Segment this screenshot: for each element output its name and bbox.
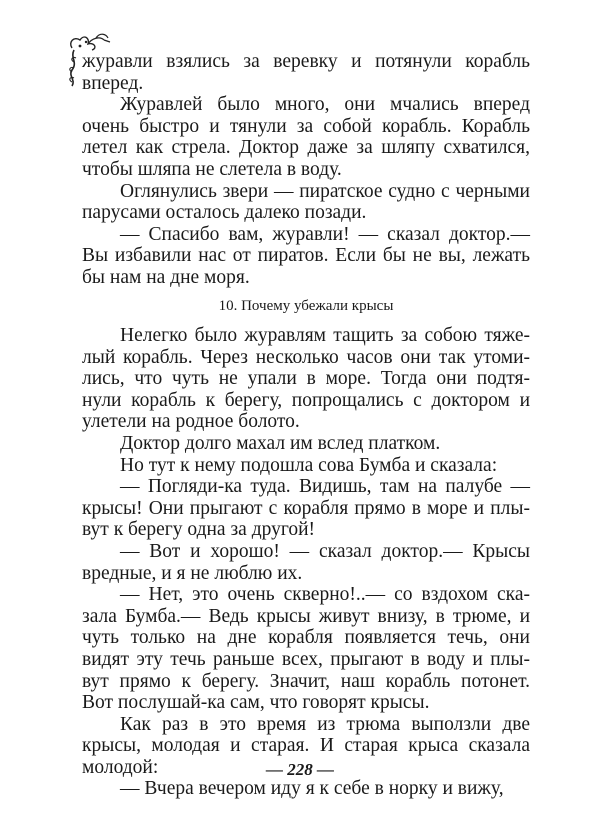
text-line: молодой: [82,756,159,778]
text-line: вут к берегу одна за другой! [82,519,316,541]
paragraph [82,94,530,180]
text-line: видят эту течь раньше всех, прыгают в воду и плы- [82,648,530,670]
text-line: Вы избавили нас от пиратов. Если бы не вы, лежать [82,245,530,267]
chapter-heading: 10. Почему убежали крысы [218,298,394,314]
text-line: крысы! Они прыгают с корабля прямо в море и плы- [82,497,530,519]
text-line: вут прямо к берегу. Значит, наш корабль потонет. [82,670,530,692]
paragraph [82,476,530,541]
text-line: Но тут к нему подошла сова Бумба и сказала: [120,454,498,476]
text-block-bottom [82,325,530,800]
paragraph [82,181,530,224]
text-line: Доктор долго махал им вслед платком. [120,432,441,454]
text-line: очень быстро и тянули за собой корабль. Корабль [82,115,530,137]
text-line: улетели на родное болото. [82,411,300,433]
text-line: Как раз в это время из трюма выползли две [120,713,530,735]
text-line: — Нет, это очень скверно!..— со вздохом ска- [120,584,530,606]
text-line: летел как стрела. Доктор даже за шляпу схватился, [82,137,530,159]
text-line: — Погляди-ка туда. Видишь, там на палубе — [120,476,530,498]
text-line: Журавлей было много, они мчались вперед [120,94,530,116]
text-line: — Спасибо вам, журавли! — сказал доктор.— [120,223,530,245]
paragraph [82,433,530,455]
text-line: чуть только на дне корабля появляется течь, они [82,627,530,649]
text-line: Оглянулись звери — пиратское судно с черными [120,180,530,202]
paragraph [82,778,530,800]
paragraph [82,51,530,94]
text-line: Нелегко было журавлям тащить за собою тяже- [120,325,530,346]
paragraph [82,541,530,584]
text-line: крысы, молодая и старая. И старая крыса сказала [82,735,530,757]
text-line: парусами осталось далеко позади. [82,202,367,224]
text-line: нули корабль к берегу, попрощались с доктором и [82,389,530,411]
text-line: бы нам на дне моря. [82,266,250,288]
text-line: — Вот и хорошо! — сказал доктор.— Крысы [120,540,530,562]
paragraph [82,325,530,433]
text-line: — Вчера вечером иду я к себе в норку и вижу, [120,778,504,800]
text-line: лый корабль. Через несколько часов они так утоми- [82,346,530,368]
text-line: вперед. [82,72,144,94]
paragraph [82,584,530,714]
paragraph [82,455,530,477]
text-line: зала Бумба.— Ведь крысы живут внизу, в трюме, и [82,605,530,627]
text-block-top [82,51,530,289]
text-line: чтобы шляпа не слетела в воду. [82,158,342,180]
text-line: Вот послушай-ка сам, что говорят крысы. [82,692,430,714]
text-line: лись, что чуть не упали в море. Тогда они подтя- [82,368,530,390]
page-number: — 228 — [266,760,334,779]
text-line: журавли взялись за веревку и потянули корабль [82,51,530,72]
paragraph [82,224,530,289]
text-line: вредные, и я не люблю их. [82,562,303,584]
